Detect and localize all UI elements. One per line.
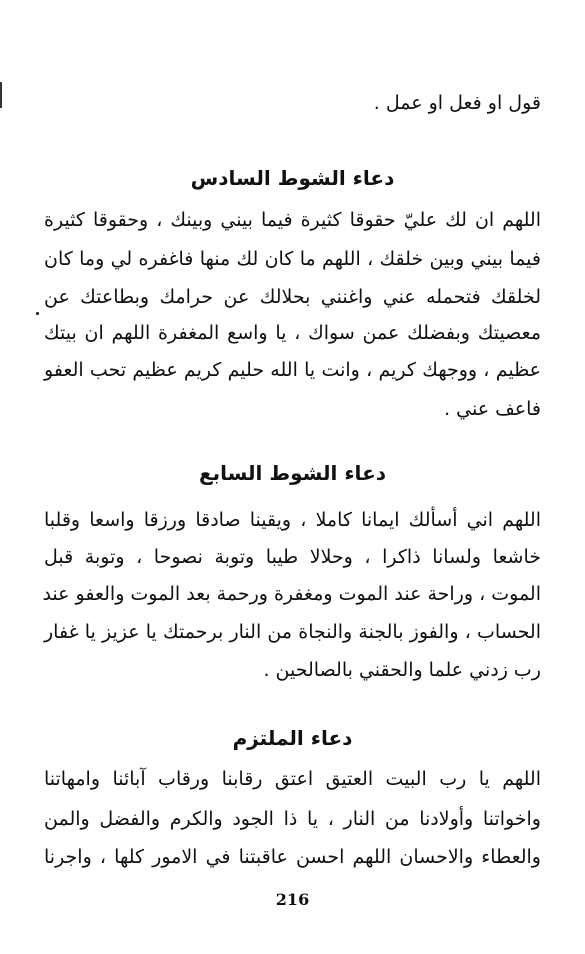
paragraph-line: واخواتنا وأولادنا من النار ، يا ذا الجود والكرم والفضل والمن: [44, 808, 541, 830]
paragraph-line: معصيتك وبفضلك عمن سواك ، يا واسع المغفرة اللهم ان بيتك: [44, 322, 541, 344]
paragraph-line: والعطاء والاحسان اللهم احسن عاقبتنا في الامور كلها ، واجرنا: [44, 846, 541, 868]
section-heading-seventh-round: دعاء الشوط السابع: [198, 461, 386, 485]
ink-dot: [36, 312, 39, 315]
paragraph-line: عظيم ، ووجهك كريم ، وانت يا الله حليم كريم عظيم تحب العفو: [44, 359, 541, 381]
paragraph-line: الموت ، وراحة عند الموت ومغفرة ورحمة بعد الموت والعفو عند: [42, 583, 541, 605]
section-heading-multazam: دعاء الملتزم: [232, 726, 353, 750]
page-number: 216: [275, 890, 310, 909]
paragraph-line: الحساب ، والفوز بالجنة والنجاة من النار برحمتك يا عزيز يا غفار: [44, 621, 541, 643]
intro-line: قول او فعل او عمل .: [373, 92, 541, 114]
paragraph-line: لخلقك فتحمله عني واغنني بحلالك عن حرامك وبطاعتك عن: [44, 286, 541, 308]
paragraph-line: فاعف عني .: [444, 398, 541, 420]
paragraph-line: اللهم اني أسألك ايمانا كاملا ، ويقينا صادقا ورزقا واسعا وقلبا: [44, 509, 541, 531]
paragraph-line: فيما بيني وبين خلقك ، اللهم ما كان لك منها فاغفره لي وما كان: [44, 248, 541, 270]
paragraph-line: خاشعا ولسانا ذاكرا ، وحلالا طيبا وتوبة نصوحا ، وتوبة قبل: [44, 546, 541, 568]
page-edge-mark: [0, 82, 5, 108]
paragraph-line: اللهم يا رب البيت العتيق اعتق رقابنا ورقاب آبائنا وامهاتنا: [44, 768, 541, 790]
paragraph-line: رب زدني علما والحقني بالصالحين .: [263, 659, 541, 681]
paragraph-line: اللهم ان لك عليّ حقوقا كثيرة فيما بيني وبينك ، وحقوقا كثيرة: [44, 209, 541, 231]
section-heading-sixth-round: دعاء الشوط السادس: [190, 166, 395, 190]
